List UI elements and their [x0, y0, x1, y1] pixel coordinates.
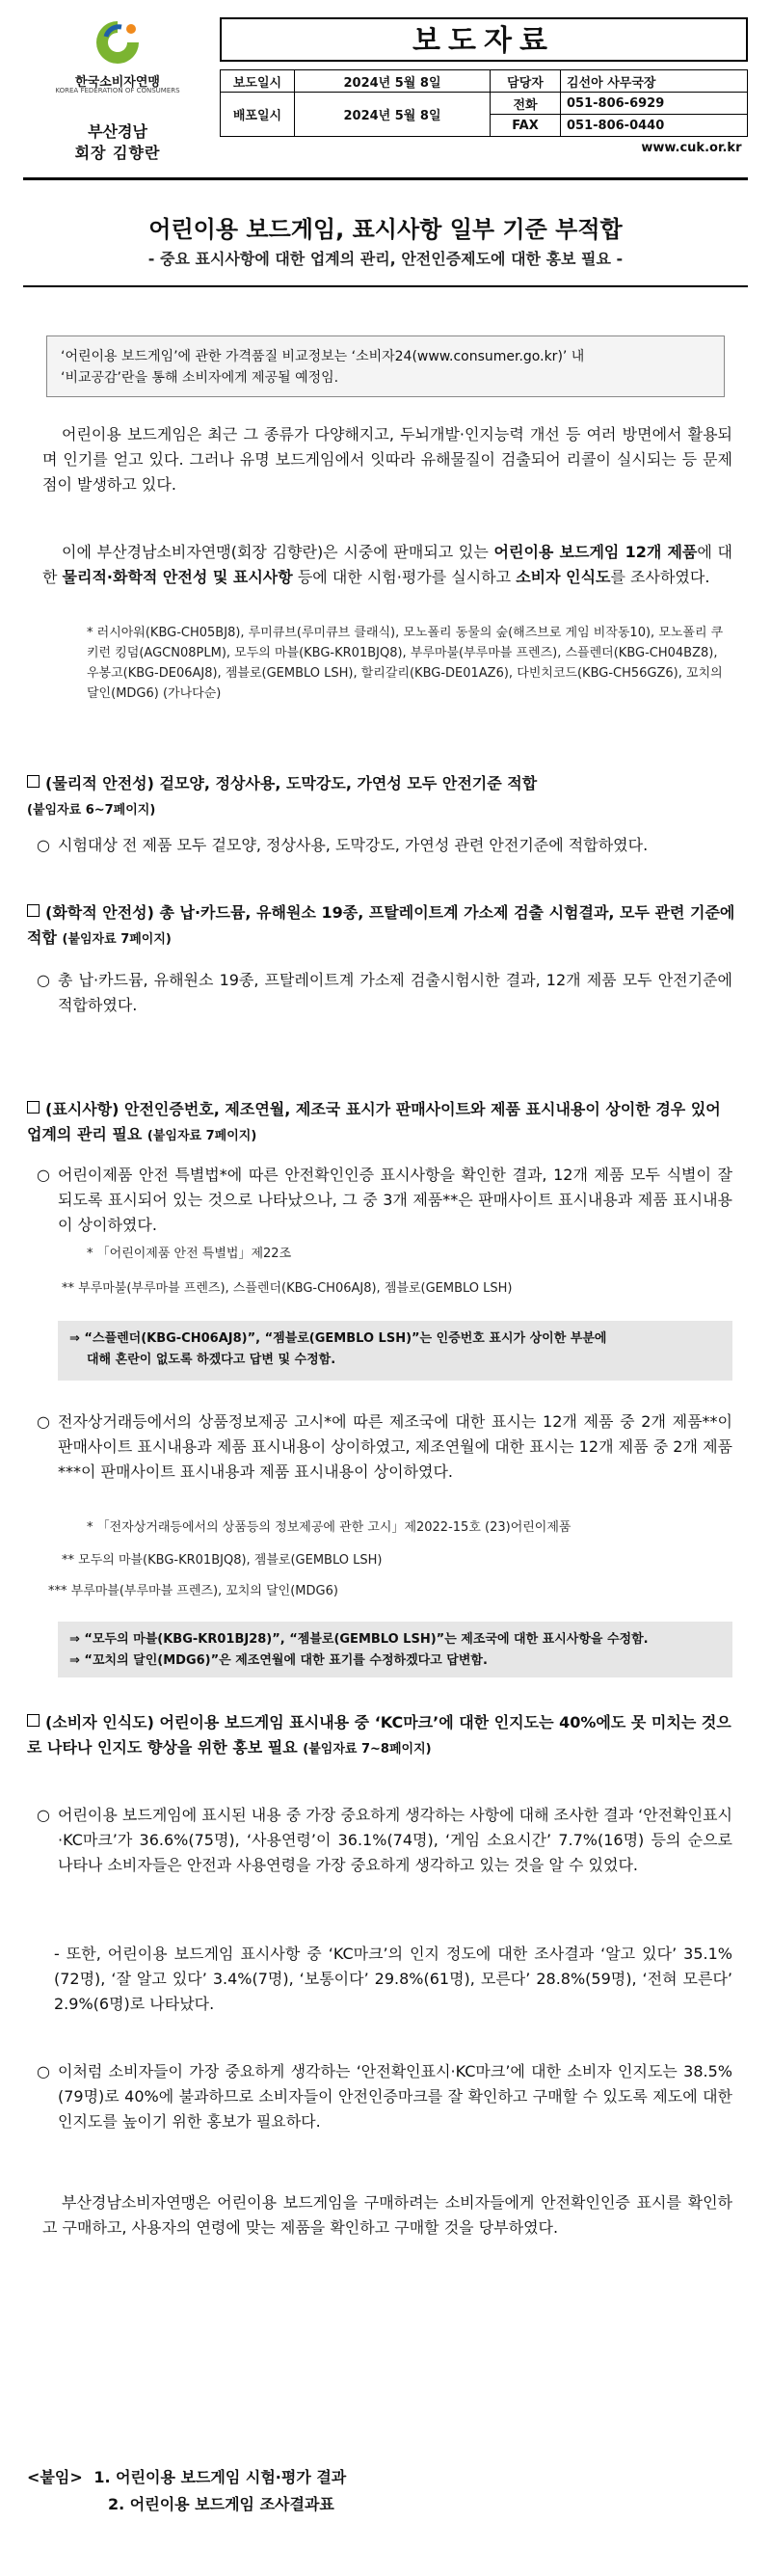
callout1-line-a: ⇒ “스플렌더(KBG-CH06AJ8)”, “젬블로(GEMBLO LSH)”는 인증번호 표시가 상이한 부분에: [69, 1331, 607, 1346]
checkbox-bullet-icon: [27, 904, 40, 917]
press-release-title: 보도자료: [220, 17, 748, 62]
section3-note-2a: * 「전자상거래등에서의 상품등의 정보제공에 관한 고시」제2022-15호 (23)어린이제품: [87, 1520, 572, 1535]
section1-ref: (붙임자료 6~7페이지): [27, 803, 156, 818]
attachment-item-1[interactable]: 1. 어린이용 보드게임 시험·평가 결과: [93, 2468, 347, 2486]
checkbox-bullet-icon: [27, 775, 40, 788]
section-chemical-safety-heading: [27, 900, 740, 953]
fax-label: FAX: [491, 115, 561, 137]
org-logo-block: [23, 12, 212, 166]
section3-bullet-1: [37, 1163, 732, 1238]
section4-dash-text: - 또한, 어린이용 보드게임 표시사항 중 ‘KC마크’의 인지 정도에 대한 조사결과 ‘알고 있다’ 35.1%(72명), ‘잘 알고 있다’ 3.4%(7명), ‘보통이다’ 29.8%(61명), 모른다’ 28.8%(59명), ‘전혀 모른다’ 2.9%(6명)로 나타났다.: [54, 1945, 732, 2013]
document-header: [23, 12, 748, 166]
circle-bullet-icon: ○: [37, 836, 50, 854]
intro-p2-text-a: 이에 부산경남소비자연맹(회장 김향란)은 시중에 판매되고 있는: [62, 543, 494, 561]
section4-bullet1-text: 어린이용 보드게임에 표시된 내용 중 가장 중요하게 생각하는 사항에 대해 조사한 결과 ‘안전확인표시·KC마크’가 36.6%(75명), ‘사용연령’이 36.1%(74명), ‘게임 소요시간’ 7.7%(16명) 등의 순으로 나타나 소비자들은 안전과 사용연령을 가장 중요하게 생각하고 있는 것을 알 수 있었다.: [58, 1806, 732, 1874]
org-name: 한국소비자연맹: [75, 75, 160, 90]
intro-paragraph-1: 어린이용 보드게임은 최근 그 종류가 다양해지고, 두뇌개발·인지능력 개선 등 여러 방면에서 활용되며 인기를 얻고 있다. 그러나 유명 보드게임에서 잇따라 유해물질이 검출되어 리콜이 실시되는 등 문제점이 발생하고 있다.: [42, 425, 732, 494]
dist-date-value: 2024년 5월 8일: [295, 93, 491, 137]
header-divider: [23, 177, 748, 180]
report-date-label: 보도일시: [221, 70, 295, 93]
intro-p2-bold-awareness: 소비자 인식도: [516, 568, 611, 586]
section3-note-2b: ** 모두의 마블(KBG-KR01BJQ8), 젬블로(GEMBLO LSH): [62, 1553, 383, 1568]
main-title: 어린이용 보드게임, 표시사항 일부 기준 부적합: [148, 216, 623, 243]
section1-bullet-text: 시험대상 전 제품 모두 겉모양, 정상사용, 도막강도, 가연성 관련 안전기준에 적합하였다.: [58, 836, 649, 854]
section4-heading-text: (소비자 인식도) 어린이용 보드게임 표시내용 중 ‘KC마크’에 대한 인지도는 40%에도 못 미치는 것으로 나타나 인지도 향상을 위한 홍보 필요: [27, 1713, 731, 1757]
callout2-line-a: ⇒ “모두의 마블(KBG-KR01BJ28)”, “젬블로(GEMBLO LSH)”는 제조국에 대한 표시사항을 수정함.: [69, 1632, 649, 1647]
section4-bullet-2: [37, 2059, 732, 2134]
section3-bullet2-text: 전자상거래등에서의 상품정보제공 고시*에 따른 제조국에 대한 표시는 12개 제품 중 2개 제품**이 판매사이트 표시내용과 제품 표시내용이 상이하였고, 제조연월에 대한 표시는 12개 제품 중 2개 제품***이 판매사이트 표시내용과 제품 표시내용이 상이하였다.: [58, 1412, 732, 1481]
section2-bullet-text: 총 납·카드뮴, 유해원소 19종, 프탈레이트계 가소제 검출시험시한 결과, 12개 제품 모두 안전기준에 적합하였다.: [58, 971, 732, 1014]
section4-bullet2-text: 이처럼 소비자들이 가장 중요하게 생각하는 ‘안전확인표시·KC마크’에 대한 소비자 인지도는 38.5%(79명)로 40%에 불과하므로 소비자들이 안전인증마크를 잘 확인하고 구매할 수 있도록 제도에 대한 인지도를 높이기 위한 홍보가 필요하다.: [58, 2062, 732, 2131]
info-line-1: ‘어린이용 보드게임’에 관한 가격품질 비교정보는 ‘소비자24(www.consumer.go.kr)’ 내: [61, 349, 585, 364]
callout2-line-b: ⇒ “꼬치의 달인(MDG6)”은 제조연월에 대한 표기를 수정하겠다고 답변함.: [69, 1653, 488, 1668]
org-name-en: KOREA FEDERATION OF CONSUMERS: [55, 87, 180, 94]
website-link[interactable]: www.cuk.or.kr: [641, 140, 742, 155]
intro-p2-bold-scope: 물리적·화학적 안전성 및 표시사항: [62, 568, 293, 586]
info-notice-box: [46, 335, 725, 397]
circle-bullet-icon: ○: [37, 1412, 50, 1431]
intro-paragraph-2: [42, 540, 732, 590]
fax-value: 051-806-0440: [561, 115, 748, 137]
section2-heading-text: (화학적 안전성) 총 납·카드뮴, 유해원소 19종, 프탈레이트계 가소제 검출 시험결과, 모두 관련 기준에 적합: [27, 903, 735, 947]
section3-bullet-2: [37, 1409, 732, 1485]
section3-callout-1: [58, 1321, 732, 1381]
intro-p2-text-c: 에 대한: [42, 543, 733, 586]
section3-note-1a: * 「어린이제품 안전 특별법」제22조: [87, 1247, 292, 1261]
products-note: * 러시아워(KBG-CH05BJ8), 루미큐브(루미큐브 클래식), 모노폴리 동물의 숲(해즈브로 게임 비작동10), 모노폴리 쿠키런 킹덤(AGCN08PLM), 모두의 마블(KBG-KR01BJQ8), 부루마불(부루마블 프렌즈), 스플렌더(KBG-CH04BZ8), 우봉고(KBG-DE06AJ8), 젬블로(GEMBLO LSH), 할리갈리(KBG-DE01AZ6), 다빈치코드(KBG-CH56GZ6), 꼬치의 달인(MDG6) (가나다순): [87, 626, 724, 701]
section3-heading-text: (표시사항) 안전인증번호, 제조연월, 제조국 표시가 판매사이트와 제품 표시내용이 상이한 경우 있어 업계의 관리 필요: [27, 1100, 721, 1143]
circle-bullet-icon: ○: [37, 1806, 50, 1824]
section2-ref: (붙임자료 7페이지): [62, 932, 172, 947]
checkbox-bullet-icon: [27, 1101, 40, 1114]
sender-region: 부산경남: [88, 122, 147, 141]
section3-note-1b: ** 부루마불(부루마블 프렌즈), 스플렌더(KBG-CH06AJ8), 젬블로(GEMBLO LSH): [62, 1281, 513, 1296]
callout1-line-b: 대해 혼란이 없도록 하겠다고 답변 및 수정함.: [87, 1353, 336, 1367]
section4-dash-item: [54, 1942, 732, 2017]
report-date-value: 2024년 5월 8일: [295, 70, 491, 93]
header-meta-table: [220, 69, 748, 158]
attachment-item-2[interactable]: 2. 어린이용 보드게임 조사결과표: [108, 2495, 334, 2513]
section4-bullet-1: [37, 1803, 732, 1878]
sub-title: - 중요 표시사항에 대한 업계의 관리, 안전인증제도에 대한 홍보 필요 -: [147, 250, 624, 268]
sender-president: 회장 김향란: [74, 144, 161, 162]
section4-ref: (붙임자료 7~8페이지): [303, 1742, 432, 1757]
attachments-list: [27, 2464, 346, 2518]
contact-value: 김선아 사무국장: [561, 70, 748, 93]
info-line-2: ‘비교공감’란을 통해 소비자에게 제공될 예정임.: [61, 370, 339, 386]
org-logo-icon: [93, 17, 143, 67]
section-awareness-heading: [27, 1710, 740, 1762]
section3-ref: (붙임자료 7페이지): [146, 1129, 257, 1143]
section1-bullet: [37, 833, 732, 858]
circle-bullet-icon: ○: [37, 2062, 50, 2080]
section2-bullet: [37, 968, 732, 1018]
attachments-label: <붙임>: [27, 2468, 83, 2486]
intro-p2-text-g: 를 조사하였다.: [610, 568, 710, 586]
intro-p2-bold-products: 어린이용 보드게임 12개 제품: [493, 543, 698, 561]
section-physical-safety-heading: [27, 771, 740, 823]
closing-paragraph: 부산경남소비자연맹은 어린이용 보드게임을 구매하려는 소비자들에게 안전확인인증 표시를 확인하고 구매하고, 사용자의 연령에 맞는 제품을 확인하고 구매할 것을 당부하였다.: [42, 2193, 732, 2237]
phone-label: 전화: [491, 93, 561, 115]
section1-heading-text: (물리적 안전성) 겉모양, 정상사용, 도막강도, 가연성 모두 안전기준 적합: [45, 774, 538, 792]
intro-p2-text-e: 등에 대한 시험·평가를 실시하고: [292, 568, 517, 586]
title-divider: [23, 285, 748, 287]
circle-bullet-icon: ○: [37, 1166, 50, 1184]
dist-date-label: 배포일시: [221, 93, 295, 137]
section-labeling-heading: [27, 1097, 740, 1149]
section3-note-2c: *** 부루마블(부루마블 프렌즈), 꼬치의 달인(MDG6): [48, 1584, 338, 1598]
section3-bullet1-text: 어린이제품 안전 특별법*에 따른 안전확인인증 표시사항을 확인한 결과, 12개 제품 모두 식별이 잘 되도록 표시되어 있는 것으로 나타났으나, 그 중 3개 제품**은 판매사이트 표시내용과 제품 표시내용이 상이하였다.: [58, 1166, 732, 1234]
contact-label: 담당자: [491, 70, 561, 93]
phone-value: 051-806-6929: [561, 93, 748, 115]
checkbox-bullet-icon: [27, 1714, 40, 1727]
circle-bullet-icon: ○: [37, 971, 50, 989]
section3-callout-2: [58, 1622, 732, 1677]
